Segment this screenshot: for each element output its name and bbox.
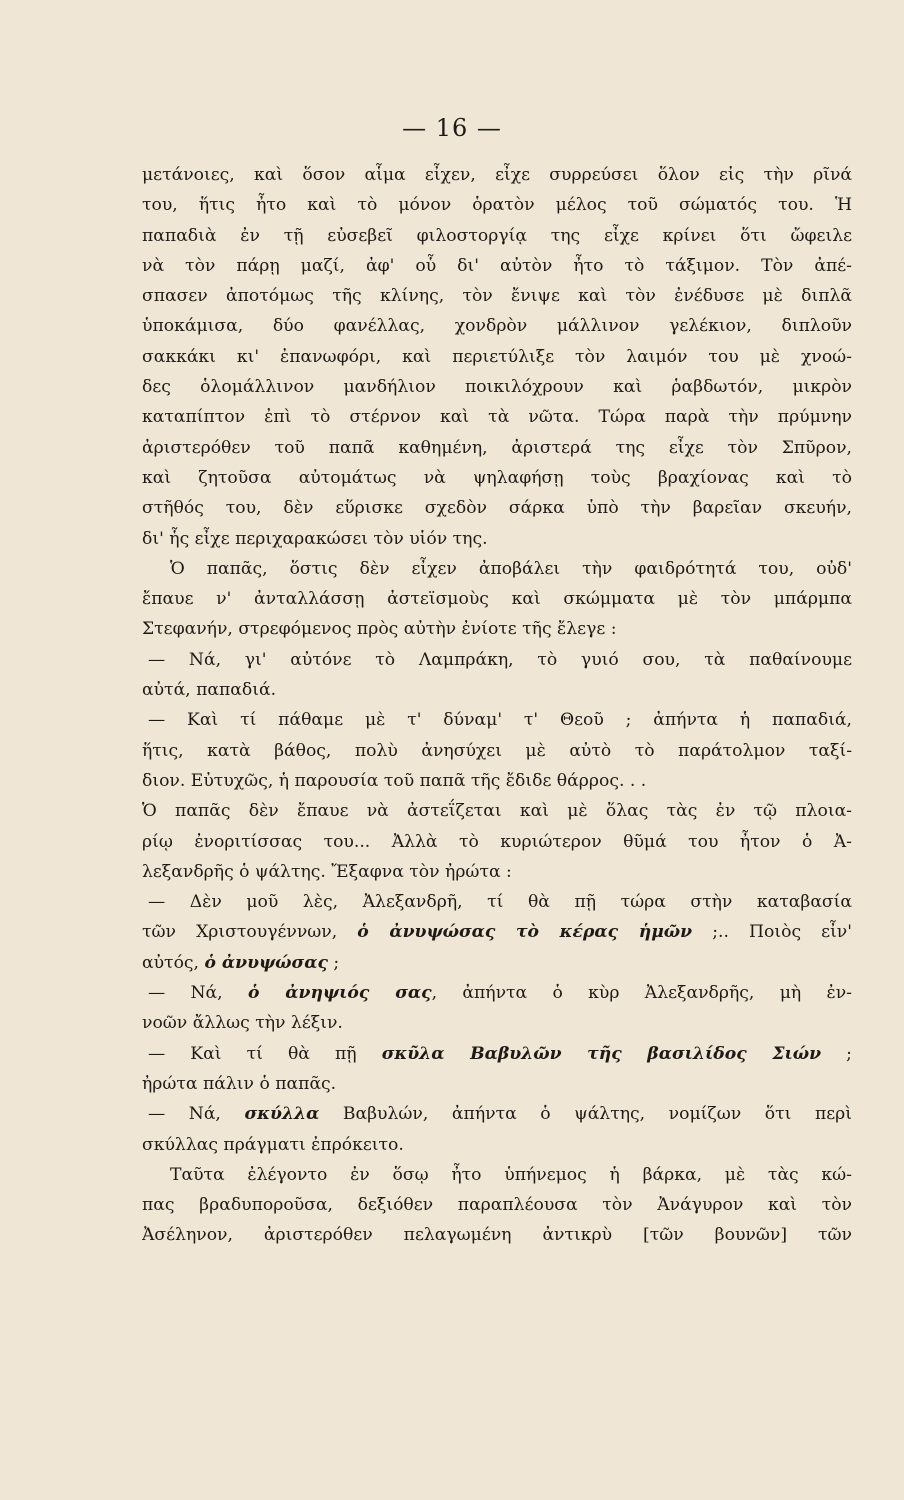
text-line: δες ὁλομάλλινον μανδήλιον ποικιλόχρουν καὶ ῥαβδωτόν, μικρὸν: [142, 377, 852, 398]
text-body: [142, 160, 852, 1251]
text-line: ἀριστερόθεν τοῦ παπᾶ καθημένη, ἀριστερά της εἶχε τὸν Σπῦρον,: [142, 437, 852, 458]
text-line: τῶν Χριστουγέννων, ὁ ἀνυψώσας τὸ κέρας ἡμῶν ;.. Ποιὸς εἶν': [142, 922, 852, 943]
text-line: δι' ἧς εἶχε περιχαρακώσει τὸν υἱόν της.: [142, 528, 488, 549]
text-line: ὑποκάμισα, δύο φανέλλας, χονδρὸν μάλλινον γελέκιον, διπλοῦν: [142, 316, 852, 337]
text-line: ἔπαυε ν' ἀνταλλάσσῃ ἀστεϊσμοὺς καὶ σκώμματα μὲ τὸν μπάρμπα: [142, 589, 852, 610]
text-line: πας βραδυποροῦσα, δεξιόθεν παραπλέουσα τὸν Ἀνάγυρον καὶ τὸν: [142, 1195, 852, 1216]
text-line: — Καὶ τί θὰ πῇ σκῦλα Βαβυλῶν τῆς βασιλίδος Σιών ;: [148, 1043, 852, 1064]
text-line: Ὁ παπᾶς, ὅστις δὲν εἶχεν ἀποβάλει τὴν φαιδρότητά του, οὐδ': [170, 558, 852, 579]
text-line: — Δὲν μοῦ λὲς, Ἀλεξανδρῆ, τί θὰ πῇ τώρα στὴν καταβασία: [148, 892, 852, 913]
text-line: παπαδιὰ ἐν τῇ εὐσεβεῖ φιλοστοργίᾳ της εἶχε κρίνει ὅτι ὤφειλε: [142, 225, 852, 246]
text-line: Ταῦτα ἐλέγοντο ἐν ὅσῳ ἦτο ὑπήνεμος ἡ βάρκα, μὲ τὰς κώ-: [170, 1164, 852, 1185]
text-line: του, ἥτις ἦτο καὶ τὸ μόνον ὁρατὸν μέλος τοῦ σώματός του. Ἡ: [142, 195, 852, 216]
text-line: Στεφανήν, στρεφόμενος πρὸς αὐτὴν ἐνίοτε τῆς ἔλεγε :: [142, 619, 617, 640]
text-line: Ὁ παπᾶς δὲν ἔπαυε νὰ ἀστεΐζεται καὶ μὲ ὅλας τὰς ἐν τῷ πλοια-: [142, 801, 852, 822]
text-line: διον. Εὐτυχῶς, ἡ παρουσία τοῦ παπᾶ τῆς ἔδιδε θάρρος. . .: [142, 770, 647, 791]
text-line: μετάνοιες, καὶ ὅσον αἷμα εἶχεν, εἶχε συρρεύσει ὅλον εἰς τὴν ρῖνά: [142, 165, 852, 185]
text-line: — Νά, σκύλλα Βαβυλών, ἀπήντα ὁ ψάλτης, νομίζων ὅτι περὶ: [148, 1104, 852, 1125]
text-line: νὰ τὸν πάρῃ μαζί, ἀφ' οὗ δι' αὐτὸν ἦτο τὸ τάξιμον. Τὸν ἀπέ-: [142, 255, 852, 276]
text-line: σκύλλας πράγματι ἐπρόκειτο.: [142, 1134, 404, 1155]
text-line: — Νά, γι' αὐτόνε τὸ Λαμπράκη, τὸ γυιό σου, τὰ παθαίνουμε: [148, 649, 852, 670]
text-line: σακκάκι κι' ἐπανωφόρι, καὶ περιετύλιξε τὸν λαιμόν του μὲ χνοώ-: [142, 346, 852, 367]
text-line: στῆθός του, δὲν εὕρισκε σχεδὸν σάρκα ὑπὸ τὴν βαρεῖαν σκευήν,: [142, 498, 852, 519]
text-line: νοῶν ἄλλως τὴν λέξιν.: [142, 1013, 343, 1034]
text-line: καταπίπτον ἐπὶ τὸ στέρνον καὶ τὰ νῶτα. Τώρα παρὰ τὴν πρύμνην: [142, 407, 852, 428]
text-line: αὐτός, ὁ ἀνυψώσας ;: [142, 952, 340, 973]
text-line: σπασεν ἀποτόμως τῆς κλίνης, τὸν ἔνιψε καὶ τὸν ἐνέδυσε μὲ διπλᾶ: [142, 286, 852, 307]
text-line: καὶ ζητοῦσα αὐτομάτως νὰ ψηλαφήσῃ τοὺς βραχίονας καὶ τὸ: [142, 467, 852, 488]
text-line: Ἀσέληνον, ἀριστερόθεν πελαγωμένη ἀντικρὺ [τῶν βουνῶν] τῶν: [142, 1225, 852, 1246]
text-line: ἠρώτα πάλιν ὁ παπᾶς.: [142, 1073, 337, 1094]
text-line: — Καὶ τί πάθαμε μὲ τ' δύναμ' τ' Θεοῦ ; ἀπήντα ἡ παπαδιά,: [148, 710, 852, 731]
text-line: ρίῳ ἐνοριτίσσας του... Ἀλλὰ τὸ κυριώτερον θῦμά του ἦτον ὁ Ἀ-: [142, 831, 852, 852]
text-line: — Νά, ὁ ἀνηψιός σας, ἀπήντα ὁ κὺρ Ἀλεξανδρῆς, μὴ ἐν-: [148, 983, 852, 1004]
text-line: ἥτις, κατὰ βάθος, πολὺ ἀνησύχει μὲ αὐτὸ τὸ παράτολμον ταξί-: [142, 740, 852, 761]
text-line: αὐτά, παπαδιά.: [142, 680, 277, 701]
page-number: — 16 —: [402, 114, 502, 142]
text-line: λεξανδρῆς ὁ ψάλτης. Ἔξαφνα τὸν ἠρώτα :: [142, 861, 512, 882]
